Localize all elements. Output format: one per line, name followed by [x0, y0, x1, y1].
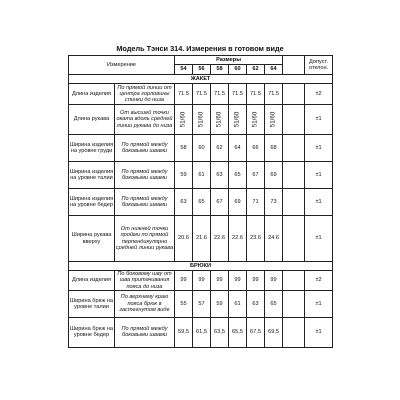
spacer-cell — [283, 84, 305, 105]
measurement-description: По прямой между боковыми швами — [115, 162, 175, 189]
size-value-cell: 24.6 — [265, 216, 283, 262]
spacer-cell — [283, 105, 305, 135]
size-value-cell — [193, 105, 211, 135]
size-value-cell: 63,5 — [211, 317, 229, 347]
size-header: 58 — [211, 65, 229, 75]
spacer-cell — [283, 216, 305, 262]
size-value-cell: 57 — [193, 290, 211, 317]
size-value: 51/60 — [269, 111, 277, 128]
measurement-description: По прямой между боковыми швами — [115, 189, 175, 216]
size-value-cell: 71.5 — [175, 84, 193, 105]
size-value-cell: 59 — [175, 162, 193, 189]
size-value-cell: 71.5 — [211, 84, 229, 105]
measurement-name: Ширина изделия на уровне груди — [69, 135, 115, 162]
measurement-name: Ширина изделия на уровне бедер — [69, 189, 115, 216]
tolerance-value: ±1 — [305, 105, 333, 135]
size-value-cell: 65,5 — [229, 317, 247, 347]
table-row — [69, 84, 333, 105]
tolerance-value: ±1 — [305, 216, 333, 262]
size-value-cell: 99 — [247, 271, 265, 291]
size-value-cell: 63 — [247, 290, 265, 317]
size-value-cell: 69 — [229, 189, 247, 216]
measurement-name: Длина изделия — [69, 84, 115, 105]
spacer-cell — [283, 135, 305, 162]
document-title: Модель Тэнси 314. Измерения в готовом виде — [116, 44, 284, 53]
size-value-cell: 99 — [265, 271, 283, 291]
size-value-cell: 22.6 — [229, 216, 247, 262]
size-value-cell: 63 — [175, 189, 193, 216]
tolerance-value: ±1 — [305, 135, 333, 162]
size-value-cell — [265, 105, 283, 135]
spacer-cell — [283, 271, 305, 291]
table-row — [69, 271, 333, 291]
measurement-description: От высшей точки оката вдоль средней линии рукава до низа — [115, 105, 175, 135]
size-value-cell: 73 — [265, 189, 283, 216]
table-row — [69, 105, 333, 135]
size-value: 51/60 — [233, 111, 241, 128]
size-value: 51/60 — [197, 111, 205, 128]
measurement-description: По боковому шву от шва притачивания пояса до низа — [115, 271, 175, 291]
table-row — [69, 216, 333, 262]
size-value-cell: 65 — [265, 290, 283, 317]
size-value-cell: 62 — [211, 135, 229, 162]
size-value-cell: 21.6 — [193, 216, 211, 262]
spacer-cell — [283, 189, 305, 216]
size-value-cell: 71.5 — [265, 84, 283, 105]
size-value-cell — [175, 105, 193, 135]
size-value-cell: 71.5 — [229, 84, 247, 105]
table-row — [69, 290, 333, 317]
size-value-cell: 99 — [175, 271, 193, 291]
size-value-cell: 99 — [211, 271, 229, 291]
size-header: 62 — [247, 65, 265, 75]
size-value-cell: 61,5 — [193, 317, 211, 347]
tolerance-value: ±2 — [305, 84, 333, 105]
size-value-cell: 20.6 — [175, 216, 193, 262]
table-row — [69, 317, 333, 347]
table-row — [69, 189, 333, 216]
size-value-cell: 55 — [175, 290, 193, 317]
size-value-cell: 69 — [265, 162, 283, 189]
size-header: 64 — [265, 65, 283, 75]
table-row — [69, 135, 333, 162]
size-value-cell — [247, 105, 265, 135]
size-value-cell: 99 — [229, 271, 247, 291]
size-value-cell: 71 — [247, 189, 265, 216]
spacer-cell — [283, 317, 305, 347]
size-value-cell: 22.6 — [211, 216, 229, 262]
size-value-cell: 67 — [247, 162, 265, 189]
measurement-description: От нижней точки пройми по прямой перпендикулярно средней линии рукава — [115, 216, 175, 262]
size-value-cell: 65 — [229, 162, 247, 189]
size-value-cell — [229, 105, 247, 135]
measurements-table — [68, 55, 333, 348]
spacer-cell — [283, 162, 305, 189]
size-value-cell: 66 — [247, 135, 265, 162]
size-value-cell: 65 — [193, 189, 211, 216]
size-value-cell: 23.6 — [247, 216, 265, 262]
size-header: 60 — [229, 65, 247, 75]
size-value: 51/60 — [179, 111, 187, 128]
size-value-cell: 67,5 — [247, 317, 265, 347]
size-value-cell: 64 — [229, 135, 247, 162]
size-value-cell: 58 — [175, 135, 193, 162]
size-value-cell: 59,5 — [175, 317, 193, 347]
size-value-cell — [211, 105, 229, 135]
measurement-header: Измерение — [69, 56, 175, 75]
measurement-description: По прямой между боковыми швами — [115, 135, 175, 162]
size-value-cell: 71.5 — [193, 84, 211, 105]
size-value-cell: 67 — [211, 189, 229, 216]
measurement-name: Длина изделия — [69, 271, 115, 291]
section-header: БРЮКИ — [69, 262, 333, 271]
size-value-cell: 99 — [193, 271, 211, 291]
spacer-cell — [283, 290, 305, 317]
size-value-cell: 69,5 — [265, 317, 283, 347]
size-value-cell: 68 — [265, 135, 283, 162]
spacer-cell — [283, 56, 305, 75]
size-value-cell: 63 — [211, 162, 229, 189]
tolerance-value: ±1 — [305, 290, 333, 317]
size-value: 51/60 — [215, 111, 223, 128]
tolerance-value: ±1 — [305, 162, 333, 189]
tolerance-value: ±2 — [305, 271, 333, 291]
measurement-description: По верхнему краю пояса брюк в застегнутом виде — [115, 290, 175, 317]
measurement-name: Длина рукава — [69, 105, 115, 135]
size-value-cell: 61 — [229, 290, 247, 317]
table-row — [69, 162, 333, 189]
measurement-name: Ширина изделия на уровне талии — [69, 162, 115, 189]
measurement-description: По прямой линии от центра горловины спинки до низа — [115, 84, 175, 105]
size-value-cell: 71.5 — [247, 84, 265, 105]
measurement-name: Ширина рукава вверху — [69, 216, 115, 262]
measurement-name: Ширина брюк на уровне бедер — [69, 317, 115, 347]
measurement-name: Ширина брюк на уровне талии — [69, 290, 115, 317]
size-header: 56 — [193, 65, 211, 75]
measurement-description: По прямой между боковыми швами — [115, 317, 175, 347]
tolerance-value: ±1 — [305, 189, 333, 216]
size-value-cell: 61 — [193, 162, 211, 189]
tolerance-value: ±1 — [305, 317, 333, 347]
size-value: 51/60 — [251, 111, 259, 128]
section-header: ЖАКЕТ — [69, 75, 333, 84]
size-value-cell: 60 — [193, 135, 211, 162]
size-value-cell: 59 — [211, 290, 229, 317]
sizes-header: Размеры — [175, 56, 283, 65]
size-header: 54 — [175, 65, 193, 75]
tolerance-header: Допуст. отклон. — [305, 56, 333, 75]
